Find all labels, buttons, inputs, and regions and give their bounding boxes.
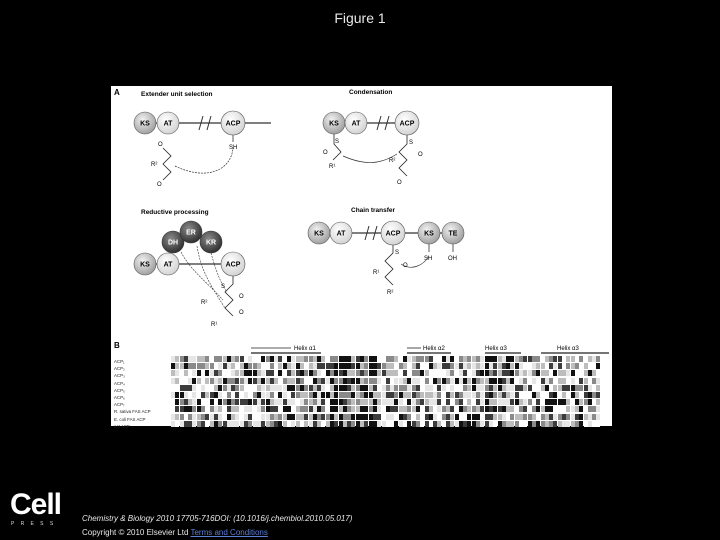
alignment-row [171, 421, 607, 428]
s-label-red: S [221, 284, 226, 290]
ks-label-4: KS [314, 230, 324, 238]
o-label-cond-1: O [323, 150, 328, 156]
sequence-alignment [171, 356, 607, 424]
kr-label: KR [205, 239, 217, 247]
section-extender-title: Extender unit selection [141, 91, 213, 98]
r2-label-cond: R² [389, 158, 396, 164]
alignment-row [171, 363, 607, 370]
ks-label-3: KS [140, 261, 150, 269]
alignment-residue [596, 378, 600, 384]
o-label-cond-3: O [397, 180, 402, 186]
helix-2-label: Helix α2 [423, 346, 445, 352]
o-label-ct: O [403, 263, 408, 269]
alignment-row [171, 385, 607, 392]
sh-label-1: SH [229, 145, 238, 151]
r2-label-ext: R² [151, 162, 158, 168]
r1-label-ct: R¹ [373, 270, 380, 276]
section-reductive-title: Reductive processing [141, 209, 209, 216]
seq-label: ACP₅ [114, 387, 125, 393]
r2-label-ct: R² [387, 290, 394, 296]
seq-label: ACP₁ [114, 359, 125, 364]
condensation-module [323, 111, 423, 186]
copyright-text: Copyright © 2010 Elsevier Ltd [82, 528, 189, 537]
extender-module [134, 111, 271, 188]
chain-transfer-module [308, 221, 464, 296]
seq-label: ACP₄ [114, 380, 125, 386]
s-label-ct: S [395, 250, 400, 256]
r1-label-red: R¹ [211, 322, 218, 328]
o-label-cond-2: O [418, 152, 423, 158]
slide-title: Figure 1 [334, 10, 386, 26]
r1-label-cond: R¹ [329, 164, 336, 170]
s-label-cond-2: S [409, 140, 414, 146]
helix-3-label: Helix α3 [485, 346, 507, 352]
alignment-row [171, 414, 607, 421]
cell-press-logo: Cell [10, 488, 62, 521]
panel-b-letter: B [114, 341, 120, 350]
acp-label-2: ACP [399, 120, 415, 128]
at-label-3: AT [163, 261, 173, 269]
oh-label: OH [448, 256, 457, 262]
seq-label: act ACP [114, 423, 130, 429]
alignment-row [171, 378, 607, 385]
terms-link[interactable]: Terms and Conditions [190, 528, 268, 537]
alignment-residue [596, 421, 600, 427]
alignment-row [171, 406, 607, 413]
o-label-red-1: O [239, 294, 244, 300]
helix-1-label: Helix α1 [294, 346, 316, 352]
ks-label-5: KS [424, 230, 434, 238]
seq-label: ACP₇ [114, 402, 125, 408]
acp-label-1: ACP [225, 120, 241, 128]
seq-label: ACP₃ [114, 373, 125, 379]
alignment-residue [596, 406, 600, 412]
alignment-residue [596, 370, 600, 376]
reductive-module [134, 221, 245, 328]
helix-4-label: Helix α3 [557, 346, 579, 352]
cell-press-logo-sub: PRESS [11, 521, 60, 527]
alignment-row [171, 370, 607, 377]
seq-label: ACP₂ [114, 366, 125, 372]
s-label-cond-1: S [335, 139, 340, 145]
figure-image [111, 86, 612, 429]
sh-label-2: SH [424, 256, 433, 262]
er-label: ER [186, 229, 196, 237]
alignment-residue [596, 363, 600, 369]
ks-label-2: KS [329, 120, 339, 128]
ks-label-1: KS [140, 120, 150, 128]
at-label-1: AT [163, 120, 173, 128]
r2-label-red: R² [201, 300, 208, 306]
dh-label: DH [167, 239, 179, 247]
sequence-labels [114, 358, 151, 430]
o-label-ext: O [158, 142, 163, 148]
alignment-residue [596, 356, 600, 362]
at-label-2: AT [351, 120, 361, 128]
o-label-red-2: O [239, 310, 244, 316]
panel-b-header [251, 346, 609, 353]
alignment-residue [596, 414, 600, 420]
acp-label-3: ACP [225, 261, 241, 269]
alignment-row [171, 392, 607, 399]
seq-label: E. coli FAS ACP [114, 416, 146, 422]
acp-label-4: ACP [385, 230, 401, 238]
alignment-row [171, 399, 607, 406]
te-label: TE [448, 230, 458, 238]
seq-label: ACP₆ [114, 395, 125, 401]
alignment-residue [596, 392, 600, 398]
section-condensation-title: Condensation [349, 89, 393, 96]
copyright-line [82, 528, 268, 537]
alignment-residue [596, 399, 600, 405]
alignment-row [171, 356, 607, 363]
panel-a-letter: A [114, 88, 120, 97]
citation-text: Chemistry & Biology 2010 17705-716DOI: (10.1016/j.chembiol.2010.05.017) [82, 514, 353, 523]
alignment-residue [596, 385, 600, 391]
at-label-4: AT [336, 230, 346, 238]
seq-label: R. sativa FAS ACP [114, 409, 151, 415]
o-label-ext-2: O [157, 182, 162, 188]
section-chain-transfer-title: Chain transfer [351, 207, 396, 214]
